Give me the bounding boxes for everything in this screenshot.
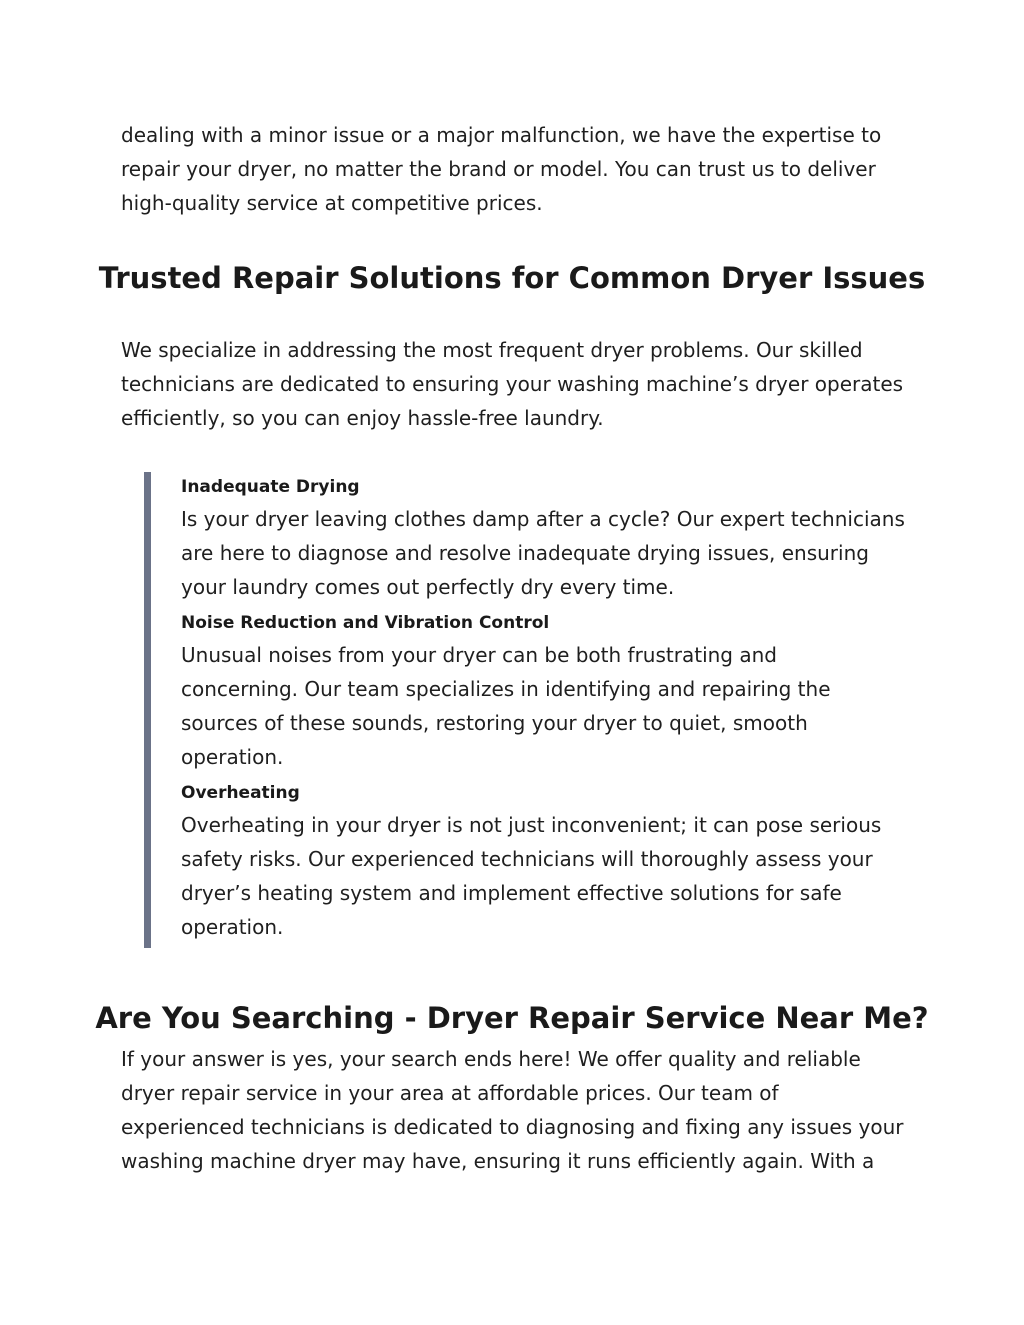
issue-line: dryer’s heating system and implement effective solutions for safe [181, 881, 842, 905]
issue-line: are here to diagnose and resolve inadequate drying issues, ensuring [181, 541, 869, 565]
section-heading-trusted-repair: Trusted Repair Solutions for Common Dryer Issues [98, 261, 926, 295]
issue-overheating [181, 778, 921, 944]
intro-line: dealing with a minor issue or a major malfunction, we have the expertise to [121, 123, 882, 147]
issue-line: Unusual noises from your dryer can be both frustrating and [181, 643, 777, 667]
section1-line: technicians are dedicated to ensuring your washing machine’s dryer operates [121, 372, 904, 396]
intro-line: high-quality service at competitive prices. [121, 191, 543, 215]
blockquote-bar [144, 472, 151, 948]
section1-line: efficiently, so you can enjoy hassle-free laundry. [121, 406, 604, 430]
issue-title: Overheating [181, 783, 300, 803]
section2-line: experienced technicians is dedicated to diagnosing and fixing any issues your [121, 1115, 904, 1139]
issue-title: Inadequate Drying [181, 477, 360, 497]
issue-line: Overheating in your dryer is not just inconvenient; it can pose serious [181, 813, 882, 837]
section1-line: We specialize in addressing the most frequent dryer problems. Our skilled [121, 338, 863, 362]
issue-line: safety risks. Our experienced technicians will thoroughly assess your [181, 847, 873, 871]
issue-description [181, 808, 921, 944]
section-heading-searching: Are You Searching - Dryer Repair Service Near Me? [95, 1001, 929, 1035]
issue-title: Noise Reduction and Vibration Control [181, 613, 550, 633]
issue-line: operation. [181, 915, 284, 939]
issue-description [181, 638, 921, 774]
issue-description [181, 502, 921, 604]
intro-paragraph [121, 118, 921, 220]
intro-line: repair your dryer, no matter the brand or model. You can trust us to deliver [121, 157, 876, 181]
issue-line: Is your dryer leaving clothes damp after a cycle? Our expert technicians [181, 507, 905, 531]
section1-paragraph [121, 333, 921, 435]
section2-line: dryer repair service in your area at affordable prices. Our team of [121, 1081, 779, 1105]
section2-paragraph [121, 1042, 921, 1178]
issue-noise-reduction [181, 608, 921, 774]
section2-line: If your answer is yes, your search ends here! We offer quality and reliable [121, 1047, 861, 1071]
issue-inadequate-drying [181, 472, 921, 604]
issue-line: sources of these sounds, restoring your dryer to quiet, smooth [181, 711, 808, 735]
issue-line: operation. [181, 745, 284, 769]
issue-line: concerning. Our team specializes in identifying and repairing the [181, 677, 831, 701]
issue-line: your laundry comes out perfectly dry every time. [181, 575, 675, 599]
section2-line: washing machine dryer may have, ensuring it runs efficiently again. With a [121, 1149, 875, 1173]
